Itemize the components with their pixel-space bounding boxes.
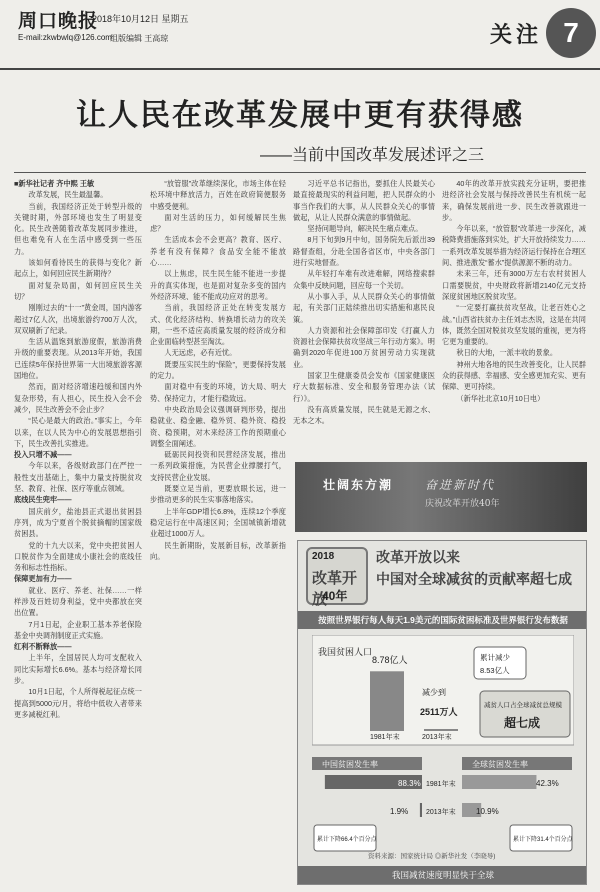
article-column-1 [14,178,142,883]
cn-drop: 累计下降66.4个百分点 [317,837,377,843]
data-source-band: 按照世界银行每人每天1.9美元的国际贫困标准及世界银行发布数据 [298,611,587,629]
paragraph: （新华社北京10月10日电） [456,393,545,403]
article-column-2 [150,178,286,883]
paragraph: 当前，我国经济正处在转变发展方式、优化经济结构、转换增长动力的攻关期，一些不适应高质量发展的经济成分和企业面临转型甚至淘汰。 [150,303,286,347]
col4-body [442,178,586,404]
paragraph: 40年的改革开放实践充分证明，要把推进经济社会发展与保持改善民生有机统一起来，确保发展前进一步、民生改善就跟进一步。 [442,179,586,222]
world-rate-label: 全球贫困发生率 [472,760,528,769]
page-number: 7 [546,8,596,58]
paragraph: 今年以来，“放管服”改革进一步深化，减税降费措施落到实处，扩大开放持续发力……一系列改革发展举措为经济运行保持在合理区间、推进激发“蓄水”提供源源不断的动力。 [442,224,586,268]
paragraph: 既要压实民生的“保险”，更要保持发展的定力。 [150,359,286,381]
paragraph: 没有高质量发展，民生就是无源之水、无本之木。 [293,404,435,426]
article-column-3 [293,178,435,458]
paragraph: 该如何看待民生的获得与变化？新起点上，如何回应民生新期待？ [14,258,142,279]
editor-credit: 组版编辑 王高琼 [110,34,169,43]
paragraph: 保障更加有力—— [14,574,72,584]
paragraph: 砥砺民间投资和民营经济发展，推出一系列政策措施，为民营企业撑腰打气，支持民营企业发展。 [150,450,286,482]
newspaper-logo: 周口晚报 [18,10,99,32]
badge-years: 40年 [322,589,348,603]
infographic-title-2: 中国对全球减贫的贡献率超七成 [376,571,572,587]
headline: 让人民在改革发展中更有获得感 [76,98,524,133]
cn-rate-start: 88.3% [398,779,421,788]
year-end-label: 2013年末 [422,734,452,741]
paragraph: “放管服”改革继续深化，市场主体在轻松环境中释放活力，百姓在政府简便服务中感受便利。 [150,179,286,211]
paragraph: 面对复杂局面，如何回应民生关切？ [14,280,142,301]
paragraph: “民心是最大的政治。”事实上，今年以来，在以人民为中心的发展思想指引下，民生改善扎实推进。 [14,416,142,448]
paragraph: “一定要打赢扶贫攻坚战，让老百姓心之战。”山西省扶贫办主任刘志杰说，这是在共同体，既然全国对脱贫攻坚发展的重视，更为将它更为重要的。 [442,303,586,347]
paragraph: 7月1日起，企业职工基本养老保险基金中央调剂制度正式实施。 [14,619,142,640]
world-rate-1981-bar [462,775,536,789]
photo-title-right: 奋进新时代 [425,478,496,492]
paragraph: 就业、医疗、养老、社保……一样样涉及百姓切身利益，党中央都放在突出位置。 [14,585,142,618]
paragraph: 中央政治局会议强调研判形势，提出稳就业、稳金融、稳外贸、稳外资、稳投资、稳预期，对木来经济工作的预期重心调整全面阐述。 [150,404,286,448]
paragraph: 国家卫生健康委员会发布《国家健康医疗大数据标准、安全和服务管理办法（试行）》。 [293,371,435,403]
world-drop: 累计下降31.4个百分点 [513,837,573,843]
poverty-infographic [297,540,587,885]
cn-rate-label: 中国贫困发生率 [322,760,378,769]
poverty-chart [312,635,574,865]
photo-title-left: 壮阔东方潮 [323,478,394,492]
paragraph: 党的十九大以来，党中央把贫困人口脱贫作为全面建成小康社会的底线任务和标志性指标。 [14,540,142,573]
year-start-mid: 1981年末 [426,781,456,788]
issue-date: 2018年10月12日 星期五 [92,14,189,24]
ratio-value: 超七成 [504,716,541,730]
feature-photo [295,462,587,532]
source-note: 资料来源：国家统计局 ◎新华社发（李晓导) [368,853,496,860]
paragraph: 当前，我国经济正处于转型升级的关键时期，外部环境也发生了明显变化。民生改善随着改革发展同步推进，但也难免有人在生活中感受到一些压力。 [14,201,142,256]
col1-body [14,189,142,720]
paragraph: 10月1日起，个人所得税起征点统一提高到5000元/月，将给中低收入者带来更多减税红利。 [14,687,142,719]
infographic-title-1: 改革开放以来 [376,549,460,565]
paragraph: 秋日的大地，一派丰收的景象。 [456,348,558,358]
article-column-4 [442,178,586,458]
paragraph: 面对稳中有变的环境，访大局、明大势、保持定力，才能行稳致远。 [150,382,286,403]
world-rate-end: 10.9% [476,807,499,816]
paragraph: 上半年GDP增长6.8%，连续12个季度稳定运行在中高速区间；全国城镇新增就业超过1000万人。 [150,506,286,539]
paragraph: 上半年，全国居民人均可支配收入同比实际增长6.6%。基本与经济增长同步。 [14,653,142,686]
divider [14,172,586,173]
section-title: 关注 [490,22,543,48]
start-value-label: 8.78亿人 [372,655,408,665]
paragraph: 国庆前夕，盐池县正式退出贫困县序列，成为宁夏首个脱贫摘帽的国家级贫困县。 [14,506,142,539]
paragraph: 未来三年，还有3000万左右农村贫困人口需要脱贫，中央财政将新增2140亿元支持深度贫困地区脱贫攻坚。 [442,269,586,301]
paragraph: 今年以来，各级财政部门在严控一般性支出基础上，集中力量支持脱贫攻坚、教育、社保、医疗等重点领域。 [14,461,142,494]
paragraph: 既要立足当前，更要放眼长远，进一步推动更多的民生实事落地落实。 [150,484,286,505]
masthead [0,0,600,70]
paragraph: 人无远虑，必有近忧。 [164,348,237,358]
cumulative-value: 8.53亿人 [480,666,510,675]
col2-body [150,178,286,562]
cumulative-label: 累计减少 [480,653,510,662]
cn-rate-2013-bar [420,803,422,817]
paragraph: 面对生活的压力，如何缓解民生焦虑？ [150,212,286,234]
anniversary-badge [306,547,368,608]
ratio-box [480,691,570,737]
paragraph: 神州大地各地的民生改善变化，让人民群众的获得感、幸福感、安全感更加充实、更有保障、更可持续。 [442,359,586,392]
ratio-label: 减贫人口占全球减贫总规模 [484,702,562,709]
badge-year: 2018 [312,551,335,562]
end-value-label: 2511万人 [420,707,458,717]
poor-label: 我国贫困人口 [318,647,373,657]
paragraph: 然而，面对经济增速趋缓和国内外复杂形势，有人担心，民生投入会不会减少，民生改善会不会止步？ [14,382,142,414]
paragraph: 刚刚过去的“十一”黄金周，国内游客超过7亿人次，出境旅游约700万人次，双双刷新了纪录。 [14,303,142,335]
bar-2013 [424,729,458,731]
paragraph: 生活从温饱到旅游度假，旅游消费升级的重要表现。从2013年开始，我国已连续5年保持世界第一大出境旅游客源国地位。 [14,337,142,381]
paragraph: 民生新期盼，发展新目标，改革新指向。 [150,540,286,561]
bar-1981 [370,671,404,731]
paragraph: 习近平总书记指出，要抓住人民最关心最直接最现实的利益问题，把人民群众的小事当作我们的大事，从人民群众关心的事情做起，从让人民群众满意的事情做起。 [293,179,435,222]
bottom-note: 我国减贫速度明显快于全球 [298,866,587,884]
year-end-mid: 2013年末 [426,809,456,816]
paragraph: 红利不断释放—— [14,642,72,652]
reduced-label: 减少到 [422,688,446,697]
world-rate-start: 42.3% [536,779,559,788]
col3-body [293,178,435,427]
paragraph: 以上焦虑，民生民生能不能进一步提升的真实体现，也是面对复杂多变的国内外经济环境、能不能成功应对的思考。 [150,269,286,301]
cn-rate-end: 1.9% [390,807,409,816]
paragraph: 8月下旬到9月中旬，国务院先后派出39路督查组，分赴全国各省区市，中央各部门进行实地督查。 [293,235,435,268]
paragraph: 改革发展，民生最温馨。 [28,190,108,200]
year-start-label: 1981年末 [370,734,400,741]
photo-caption: 庆祝改革开放40年 [425,499,500,509]
paragraph: 从年轻打车难有改进难解，网络搜索群众集中反映问题，回应每一个关切。 [293,269,435,290]
paragraph: 人力资源和社会保障部印发《打赢人力资源社会保障扶贫攻坚战三年行动方案》。明确到2020年促进100万贫困劳动力实现就业。 [293,325,435,369]
badge-top: 改革开放 [312,570,358,608]
paragraph: 坚持问题导向，解决民生痛点难点。 [307,224,423,234]
paragraph: 投入只增不减—— [14,450,72,460]
paragraph: 底线民生兜牢—— [14,495,72,505]
paragraph: 生活成本会不会更高？教育、医疗、养老有没有保障？食品安全能不能放心…… [150,235,286,268]
paragraph: 从小事入手，从人民群众关心的事情做起，有关部门正陆续推出切实措施和惠民良策。 [293,291,435,324]
subheadline: ——当前中国改革发展述评之三 [260,147,485,164]
byline: ■新华社记者 齐中熙 王敏 [14,179,95,188]
contact-email: E-mail:zkwbwlq@126.com [18,33,112,42]
